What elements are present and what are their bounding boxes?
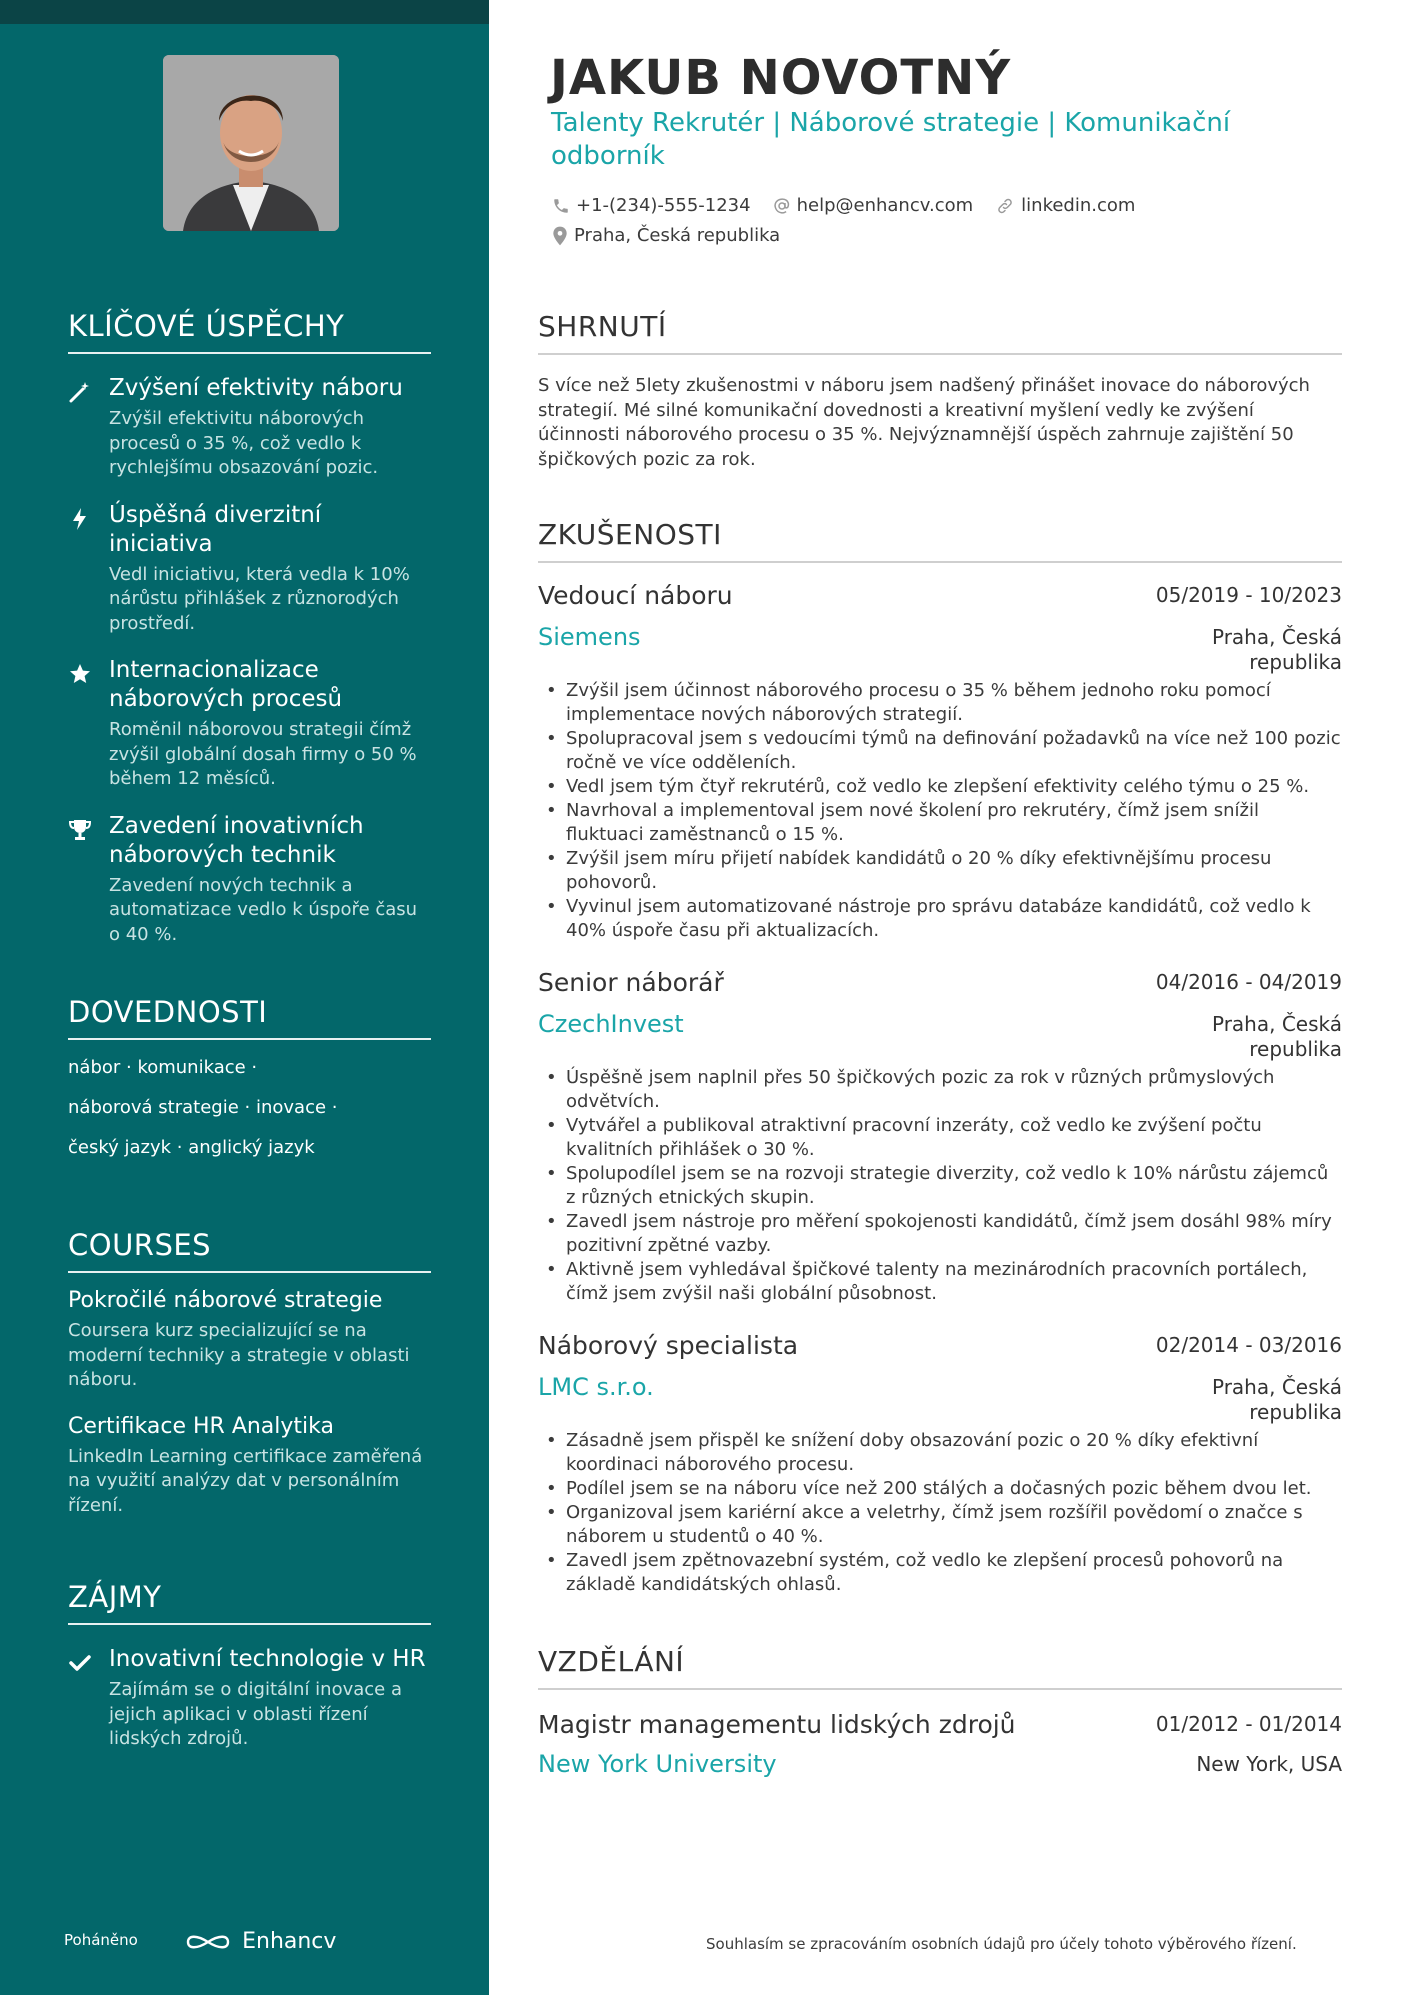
contact-phone <box>552 195 751 216</box>
job-title: Senior náborář <box>538 968 724 997</box>
profile-photo <box>163 55 339 231</box>
interest-item <box>68 1645 431 1752</box>
job-bullet: • Spolupracoval jsem s vedoucími týmů na definování požadavků na více než 100 pozic ročně ve více odděleních. <box>538 727 1342 775</box>
course-title: Certifikace HR Analytika <box>68 1413 334 1439</box>
linkedin-text[interactable]: linkedin.com <box>1021 195 1136 216</box>
job-title: Vedoucí náboru <box>538 581 733 610</box>
phone-text[interactable]: +1-(234)-555-1234 <box>576 195 751 216</box>
job-bullet: • Vyvinul jsem automatizované nástroje pro správu databáze kandidátů, což vedlo k 40% úspoře času při aktualizacích. <box>538 895 1342 943</box>
education-location: New York, USA <box>1196 1752 1342 1776</box>
consent-text: Souhlasím se zpracováním osobních údajů pro účely tohoto výběrového řízení. <box>706 1935 1297 1953</box>
enhancv-logo-icon <box>185 1931 231 1953</box>
achievement-title: Zavedení inovativních náborových technik <box>109 812 364 868</box>
achievement-item <box>68 812 431 948</box>
lightning-icon <box>68 507 92 531</box>
job-bullets <box>538 1429 1342 1597</box>
job-bullet: • Zásadně jsem přispěl ke snížení doby obsazování pozic o 20 % díky efektivní koordinaci náborového procesu. <box>538 1429 1342 1477</box>
magic-wand-icon <box>68 380 92 404</box>
contact-linkedin <box>995 195 1135 216</box>
job-bullet: • Spolupodílel jsem se na rozvoji strategie diverzity, což vedlo k 10% nárůstu zájemců z různých etnických skupin. <box>538 1162 1342 1210</box>
achievement-title: Internacionalizace náborových procesů <box>109 657 343 712</box>
education-heading: VZDĚLÁNÍ <box>538 1645 1342 1690</box>
location-pin-icon <box>552 226 568 246</box>
skills-heading: DOVEDNOSTI <box>68 995 431 1040</box>
skills-line: náborová strategie · inovace · <box>68 1097 338 1118</box>
candidate-name: JAKUB NOVOTNÝ <box>550 50 1012 106</box>
job-bullet: • Vytvářel a publikoval atraktivní pracovní inzeráty, což vedlo ke zvýšení počtu kvalitních přihlášek o 30 %. <box>538 1114 1342 1162</box>
phone-icon <box>552 197 570 215</box>
job-bullet: • Zvýšil jsem účinnost náborového procesu o 35 % během jednoho roku pomocí implementace nových náborových strategií. <box>538 679 1342 727</box>
achievements-section <box>68 309 431 947</box>
job-company: Siemens <box>538 623 641 651</box>
candidate-subtitle: Talenty Rekrutér | Náborové strategie | Komunikační odborník <box>551 108 1231 171</box>
job-bullet: • Vedl jsem tým čtyř rekrutérů, což vedlo ke zlepšení efektivity celého týmu o 25 %. <box>538 775 1342 799</box>
education-dates: 01/2012 - 01/2014 <box>1155 1712 1342 1736</box>
achievement-description: Zvýšil efektivitu náborových procesů o 35 %, což vedlo k rychlejšímu obsazování pozic. <box>109 408 379 478</box>
star-icon <box>68 662 92 686</box>
contact-email <box>773 195 974 216</box>
courses-section <box>68 1228 431 1518</box>
job-bullet: • Zvýšil jsem míru přijetí nabídek kandidátů o 20 % díky efektivnějšímu procesu pohovorů. <box>538 847 1342 895</box>
interest-title: Inovativní technologie v HR <box>109 1646 426 1672</box>
at-icon <box>773 197 791 215</box>
job-bullet: • Organizoval jsem kariérní akce a veletrhy, čímž jsem rozšířil povědomí o značce s náborem u studentů o 40 %. <box>538 1501 1342 1549</box>
enhancv-brand-name: Enhancv <box>242 1929 337 1954</box>
contact-row-location <box>552 225 802 246</box>
skills-line: český jazyk · anglický jazyk <box>68 1137 315 1158</box>
job-dates: 05/2019 - 10/2023 <box>1155 583 1342 607</box>
course-description: Coursera kurz specializující se na moderní techniky a strategie v oblasti náboru. <box>68 1320 410 1390</box>
summary-text: S více než 5lety zkušenostmi v náboru jsem nadšený přinášet inovace do náborových strategií. Mé silné komunikační dovednosti a kreativní myšlení vedly ke zvýšení účinnosti náborového procesu o 35 %. Nejvýznamnější úspěch zahrnuje zajištění 50 špičkových pozic za rok. <box>538 375 1310 470</box>
achievement-description: Vedl iniciativu, která vedla k 10% nárůstu přihlášek z různorodých prostředí. <box>109 563 410 634</box>
job-bullet: • Aktivně jsem vyhledával špičkové talenty na mezinárodních pracovních portálech, čímž jsem zvýšil naši globální působnost. <box>538 1258 1342 1306</box>
job-bullet: • Úspěšně jsem naplnil přes 50 špičkových pozic za rok v různých průmyslových odvětvích. <box>538 1066 1342 1114</box>
job-company: CzechInvest <box>538 1010 684 1038</box>
job-location: Praha, Česká republika <box>1211 1012 1342 1061</box>
achievement-item <box>68 374 431 481</box>
job-dates: 04/2016 - 04/2019 <box>1155 970 1342 994</box>
job-bullet: • Navrhoval a implementoval jsem nové školení pro rekrutéry, čímž jsem snížil fluktuaci zaměstnanců o 15 %. <box>538 799 1342 847</box>
powered-by-label: Poháněno <box>64 1931 138 1949</box>
location-text: Praha, Česká republika <box>574 225 781 246</box>
job-company: LMC s.r.o. <box>538 1373 654 1401</box>
job-dates: 02/2014 - 03/2016 <box>1155 1333 1342 1357</box>
job-location: Praha, Česká republika <box>1211 625 1342 674</box>
link-icon <box>995 197 1015 215</box>
courses-heading: COURSES <box>68 1228 431 1273</box>
achievement-title: Zvýšení efektivity náboru <box>109 375 403 401</box>
achievement-item <box>68 656 431 792</box>
experience-heading: ZKUŠENOSTI <box>538 518 1342 563</box>
enhancv-logo <box>185 1929 336 1954</box>
skills-section <box>68 995 431 1160</box>
summary-heading: SHRNUTÍ <box>538 310 1342 355</box>
interests-section <box>68 1580 431 1752</box>
contact-row <box>552 195 1157 216</box>
education-degree: Magistr managementu lidských zdrojů <box>538 1710 1016 1739</box>
achievement-item <box>68 501 431 637</box>
email-text[interactable]: help@enhancv.com <box>796 195 974 216</box>
job-title: Náborový specialista <box>538 1331 799 1360</box>
achievement-description: Roměnil náborovou strategii čímž zvýšil globální dosah firmy o 50 % během 12 měsíců. <box>109 719 417 789</box>
sidebar-top-bar <box>0 0 489 24</box>
achievements-heading: KLÍČOVÉ ÚSPĚCHY <box>68 309 431 354</box>
job-bullets <box>538 679 1342 943</box>
skills-line: nábor · komunikace · <box>68 1057 258 1078</box>
achievement-description: Zavedení nových technik a automatizace vedlo k úspoře času o 40 %. <box>109 874 418 945</box>
job-bullet: • Zavedl jsem zpětnovazební systém, což vedlo ke zlepšení procesů pohovorů na základě kandidátských ohlasů. <box>538 1549 1342 1597</box>
interest-description: Zajímám se o digitální inovace a jejich aplikaci v oblasti řízení lidských zdrojů. <box>109 1679 402 1749</box>
trophy-icon <box>68 818 92 842</box>
job-bullet: • Podílel jsem se na náboru více než 200 stálých a dočasných pozic během dvou let. <box>538 1477 1342 1501</box>
course-description: LinkedIn Learning certifikace zaměřená na využití analýzy dat v personálním řízení. <box>68 1445 423 1516</box>
job-bullet: • Zavedl jsem nástroje pro měření spokojenosti kandidátů, čímž jsem dosáhl 98% míry pozitivní zpětné vazby. <box>538 1210 1342 1258</box>
education-school: New York University <box>538 1750 777 1778</box>
contact-location <box>552 225 780 246</box>
job-location: Praha, Česká republika <box>1211 1375 1342 1424</box>
checkmark-icon <box>68 1651 92 1675</box>
job-bullets <box>538 1066 1342 1306</box>
interests-heading: ZÁJMY <box>68 1580 431 1625</box>
course-title: Pokročilé náborové strategie <box>68 1288 383 1313</box>
achievement-title: Úspěšná diverzitní iniciativa <box>109 501 322 557</box>
